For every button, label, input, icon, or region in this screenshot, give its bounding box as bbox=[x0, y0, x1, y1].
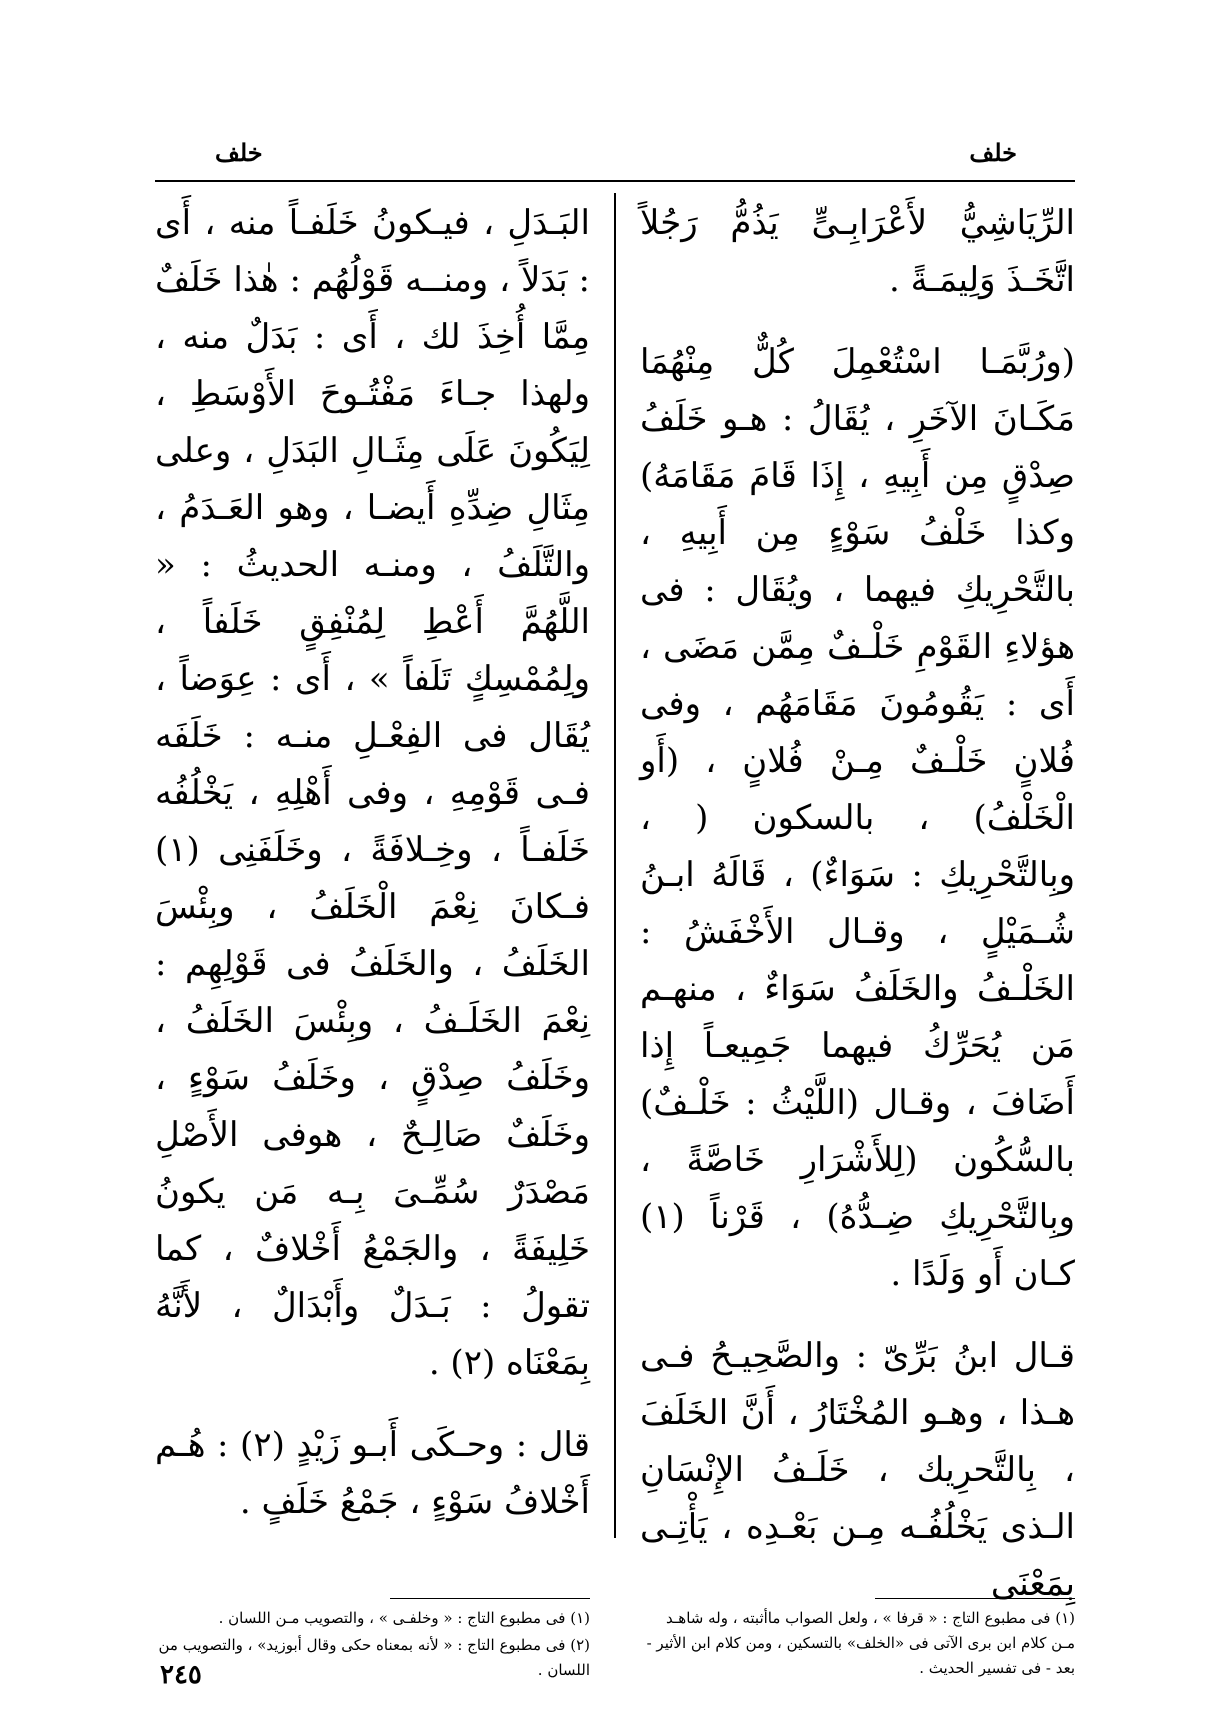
left-column bbox=[155, 195, 590, 1531]
left-paragraph-2: قال : وحـكَى أَبـو زَيْدٍ (٢) : هُـم أَخْلافُ سَوْءٍ ، جَمْعُ خَلَفٍ . bbox=[155, 1425, 591, 1522]
column-divider bbox=[614, 193, 616, 1538]
right-column bbox=[640, 195, 1075, 1613]
footnotes-left bbox=[155, 1606, 590, 1685]
right-paragraph-3: قـال ابنُ بَرِّىّ : والصَّحِيـحُ فـى هـذا ، وهـو المُخْتَارُ ، أَنَّ الخَلَفَ ، بِالتَّحرِيك ، خَلَـفُ الإِنْسَانِ الـذى يَخْلُفُـه مِـن بَعْـدِه ، يَأْتِـى بِمَعْنَى bbox=[640, 1336, 1075, 1604]
header-word-right: خلف bbox=[969, 138, 1017, 167]
left-paragraph-1: البَـدَلِ ، فيـكونُ خَلَفـاً منه ، أَى : بَدَلاً ، ومنــه قَوْلُهُم : هٰذا خَلَفٌ مِمَّا أُخِذَ لك ، أَى : بَدَلٌ منه ، ولهذا جـاءَ مَفْتُـوحَ الأَوْسَطِ ، لِيَكُونَ عَلَى مِثَـالِ البَدَلِ ، وعلى مِثَالِ ضِدِّهِ أَيضـا ، وهو العَـدَمُ ، والتَّلَفُ ، ومنـه الحديثُ : « اللَّهُمَّ أَعْطِ لِمُنْفِقٍ خَلَفاً ، ولِمُمْسِكٍ تَلَفاً » ، أَى : عِوَضاً ، يُقَال فى الفِعْـلِ منـه : خَلَفَه فـى قَوْمِهِ ، وفى أَهْلِهِ ، يَخْلُفُه خَلَفـاً ، وخِـلافَةً ، وخَلَفَنِى (١) فـكانَ نِعْمَ الْخَلَفُ ، وبِئْسَ الخَلَفُ ، والخَلَفُ فى قَوْلِهِم : نِعْمَ الخَلَـفُ ، وبِئْسَ الخَلَفُ ، وخَلَفُ صِدْقٍ ، وخَلَفُ سَوْءٍ ، وخَلَفٌ صَالِـحٌ ، هوفى الأَصْلِ مَصْدَرٌ سُمِّـىَ بِـه مَن يكونُ خَلِيفَةً ، والجَمْعُ أَخْلافٌ ، كما تقولُ : بَـدَلٌ وأَبْدَالٌ ، لأَنَّهُ بِمَعْنَاه (٢) . bbox=[155, 203, 590, 1383]
header-word-left: خلف bbox=[215, 138, 263, 167]
footnotes-right bbox=[640, 1606, 1075, 1683]
footnote-rule-left bbox=[390, 1598, 590, 1599]
right-paragraph-1: الرِّيَاشِيُّ لأَعْرَابِـىٍّ يَذُمُّ رَجُلاً اتَّخَـذَ وَلِيمَـةً . bbox=[640, 203, 1075, 300]
footnote-rule-right bbox=[875, 1598, 1075, 1599]
footnote-right-1: (١) فى مطبوع التاج : « قرفا » ، ولعل الصواب ماأثبته ، وله شاهـد مـن كلام ابن برى الآتى فى «الخلف» بالتسكين ، ومن كلام ابن الأثير - بعد - فى تفسير الحديث . bbox=[646, 1609, 1075, 1677]
header-rule bbox=[155, 180, 1075, 182]
right-paragraph-2: (ورُبَّمَـا اسْتُعْمِلَ كُلٌّ مِنْهُمَا مَكَـانَ الآخَرِ ، يُقَالُ : هـو خَلَفُ صِدْقٍ مِن أَبِيهِ ، إِذَا قَامَ مَقَامَهُ) وكذا خَلْفُ سَوْءٍ مِن أَبِيهِ ، بالتَّحْرِيكِ فيهما ، ويُقَال : فى هؤلاءِ القَوْمِ خَلْـفٌ مِمَّن مَضَى ، أَى : يَقُومُونَ مَقَامَهُم ، وفى فُلانٍ خَلْـفٌ مِـنْ فُلانٍ ، (أَو الْخَلْفُ) ، بالسكون ( ، وبِالتَّحْرِيكِ : سَوَاءٌ) ، قَالَهُ ابـنُ شُـمَيْلٍ ، وقـال الأَخْفَشُ : الخَلْـفُ والخَلَفُ سَوَاءٌ ، منهـم مَن يُحَرِّكُ فيهما جَمِيعـاً إِذا أَضَافَ ، وقـال (اللَّيْثُ : خَلْـفٌ) بالسُّكُون (لِلأَشْرَارِ خَاصَّةً ، وبِالتَّحْرِيكِ ضِـدُّهُ) ، قَرْناً (١) كـان أَو وَلَدًا . bbox=[640, 342, 1075, 1294]
page-number: ٢٤٥ bbox=[160, 1660, 202, 1690]
footnote-left-2: (٢) فى مطبوع التاج : « لأنه بمعناه حكى وقال أبوزيد» ، والتصويب من اللسان . bbox=[158, 1636, 590, 1679]
footnote-left-1: (١) فى مطبوع التاج : « وخلفـى » ، والتصويب مـن اللسان . bbox=[218, 1609, 590, 1627]
